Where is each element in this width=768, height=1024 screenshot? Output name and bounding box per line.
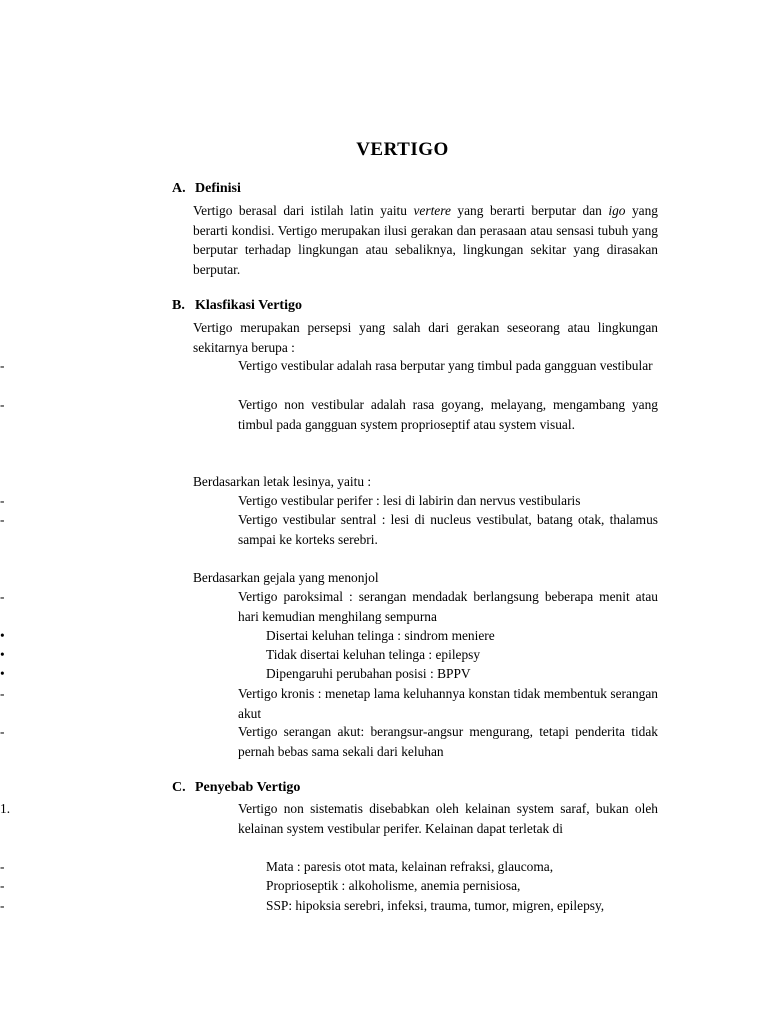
bullet-marker: • — [0, 666, 5, 681]
dash-marker: - — [0, 878, 5, 893]
definition-term-igo: igo — [608, 203, 626, 218]
dash-marker: - — [0, 898, 5, 913]
sub-list-item-text: SSP: hipoksia serebri, infeksi, trauma, tumor, migren, epilepsy, — [266, 898, 605, 913]
dash-marker: - — [0, 589, 5, 604]
sub-list-item-text: Mata : paresis otot mata, kelainan refraksi, glaucoma, — [266, 859, 554, 874]
list-item-text: Vertigo serangan akut: berangsur-angsur mengurang, tetapi penderita tidak pernah bebas sama sekali dari keluhan — [238, 724, 658, 759]
definition-text: yang berarti berputar dan — [450, 203, 609, 218]
list-item-text: Vertigo paroksimal : serangan mendadak berlangsung beberapa menit atau hari kemudian menghilang sempurna — [238, 589, 658, 624]
lesion-lead: Berdasarkan letak lesinya, yaitu : — [193, 474, 372, 489]
section-title: Penyebab Vertigo — [195, 780, 301, 795]
dash-marker: - — [0, 358, 5, 373]
list-item-text: Vertigo vestibular perifer : lesi di labirin dan nervus vestibularis — [238, 493, 581, 508]
bullet-marker: • — [0, 647, 5, 662]
list-item-text: Vertigo vestibular adalah rasa berputar yang timbul pada gangguan vestibular — [238, 358, 653, 373]
classification-intro: Vertigo merupakan persepsi yang salah dari gerakan seseorang atau lingkungan sekitarnya berupa : — [193, 320, 658, 355]
section-letter: A. — [172, 181, 186, 196]
number-marker: 1. — [0, 801, 11, 816]
definition-term-vertere: vertere — [413, 203, 451, 218]
dash-marker: - — [0, 724, 5, 739]
sub-list-item-text: Proprioseptik : alkoholisme, anemia pernisiosa, — [266, 878, 521, 893]
definition-text: yang berarti kondisi. Vertigo merupakan ilusi gerakan dan perasaan atau sensasi tubuh yang berputar terhadap lingkungan atau sebaliknya, lingkungan sekitar yang dirasakan berputar. — [193, 203, 659, 277]
numbered-item-text: Vertigo non sistematis disebabkan oleh kelainan system saraf, bukan oleh kelainan system vestibular perifer. Kelainan dapat terletak di — [238, 801, 658, 836]
dash-marker: - — [0, 493, 5, 508]
dash-marker: - — [0, 397, 5, 412]
sub-list-item-text: Tidak disertai keluhan telinga : epilepsy — [266, 647, 481, 662]
dash-marker: - — [0, 859, 5, 874]
sub-list-item-text: Disertai keluhan telinga : sindrom meniere — [266, 628, 495, 643]
bullet-marker: • — [0, 628, 5, 643]
list-item-text: Vertigo vestibular sentral : lesi di nucleus vestibulat, batang otak, thalamus sampai ke korteks serebri. — [238, 512, 658, 547]
definition-text: Vertigo berasal dari istilah latin yaitu — [193, 203, 414, 218]
list-item-text: Vertigo non vestibular adalah rasa goyang, melayang, mengambang yang timbul pada gangguan system proprioseptif atau system visual. — [238, 397, 658, 432]
list-item-text: Vertigo kronis : menetap lama keluhannya konstan tidak membentuk serangan akut — [238, 686, 658, 721]
section-letter: B. — [172, 298, 185, 313]
definition-paragraph — [193, 201, 658, 279]
dash-marker: - — [0, 512, 5, 527]
section-title: Klasfikasi Vertigo — [195, 298, 302, 313]
section-letter: C. — [172, 780, 186, 795]
symptom-lead: Berdasarkan gejala yang menonjol — [193, 570, 379, 585]
sub-list-item-text: Dipengaruhi perubahan posisi : BPPV — [266, 666, 471, 681]
document-title: VERTIGO — [356, 139, 449, 160]
dash-marker: - — [0, 686, 5, 701]
section-title: Definisi — [195, 181, 241, 196]
